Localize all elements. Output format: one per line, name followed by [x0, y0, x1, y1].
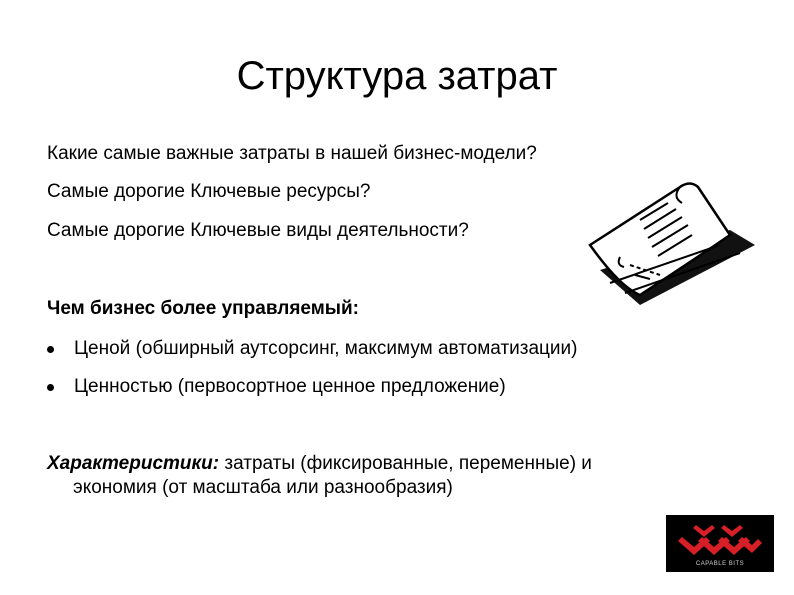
driven-heading: Чем бизнес более управляемый:: [47, 298, 360, 319]
characteristics-text-line1: затраты (фиксированные, переменные) и: [219, 453, 592, 474]
characteristics-paragraph: [47, 452, 687, 500]
bullet-text: Ценностью (первосортное ценное предложение): [74, 376, 506, 397]
characteristics-label: Характеристики:: [47, 453, 220, 474]
characteristics-text-line2: экономия (от масштаба или разнообразия): [73, 477, 453, 498]
question-key-activities: Самые дорогие Ключевые виды деятельности?: [47, 220, 469, 241]
bullet-icon: [47, 384, 54, 391]
question-key-resources: Самые дорогие Ключевые ресурсы?: [47, 181, 371, 202]
logo-caption: CAPABLE BITS: [695, 561, 745, 567]
slide-title: Структура затрат: [236, 54, 558, 98]
company-logo: [666, 515, 774, 572]
question-key-costs: Какие самые важные затраты в нашей бизнес-модели?: [47, 143, 537, 164]
bullet-text: Ценой (обширный аутсорсинг, максимум автоматизации): [74, 338, 578, 359]
paper-document-icon: [580, 175, 760, 310]
bullet-icon: [47, 346, 54, 353]
